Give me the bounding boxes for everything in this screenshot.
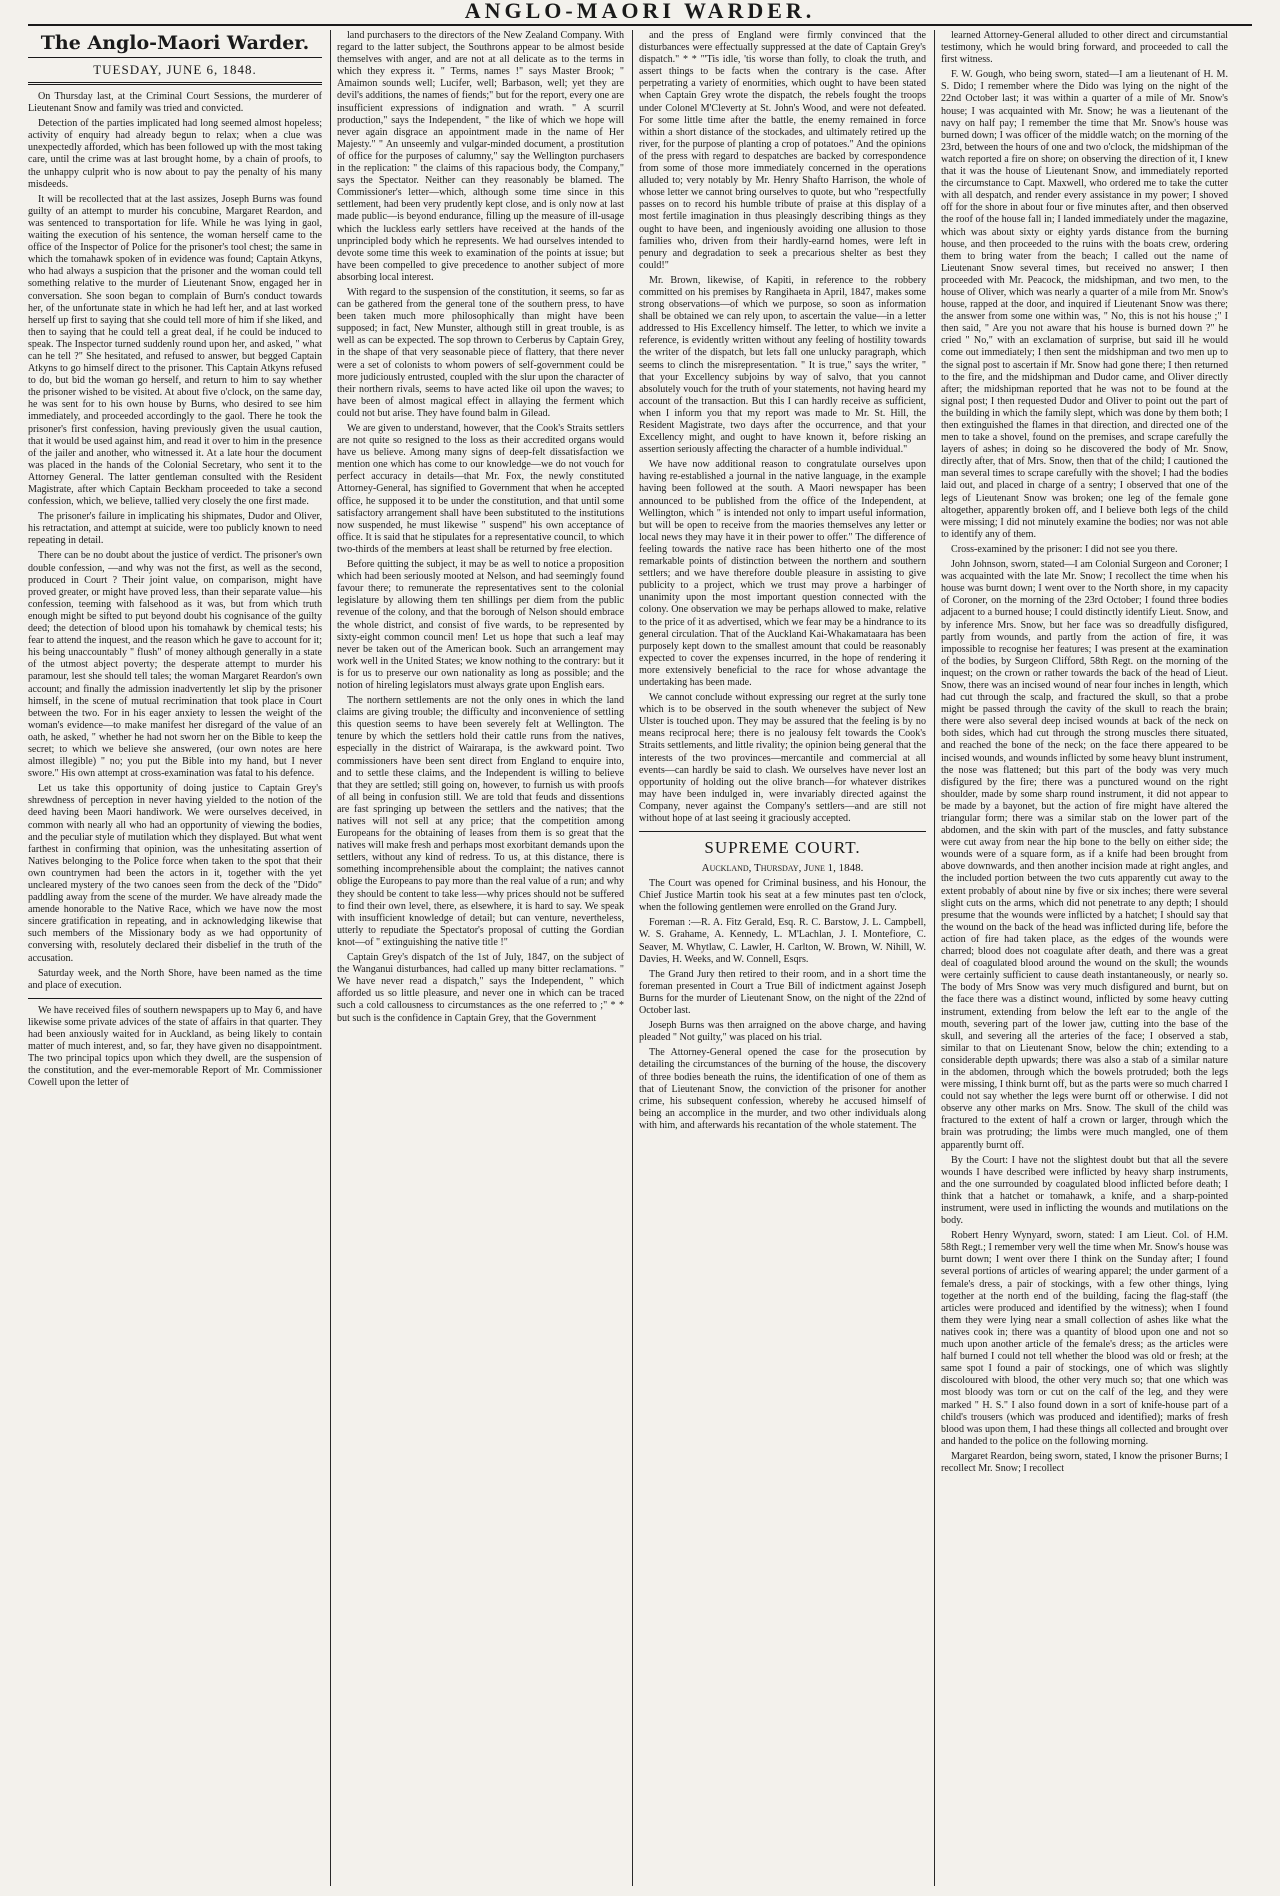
column-1-text [28,91,322,1090]
article-paragraph: There can be no doubt about the justice of verdict. The prisoner's own double confession, —and why was not the first, as well as the second, produced in Court ? Their joint value, on comparison, might have proved greater, or might have proved less, than their separate value—his confession, teeming with falsehood as it was, but from which truth enough might be sifted to put beyond doubt his cognisance of the guilty deed; the detection of blood upon his tomahawk by chemical tests; his fear to attend the inquest, and the reason which he gave to account for it; his being unaccountably " flush" of money although generally in a state of the utmost abject poverty; the desperate attempt to murder his paramour, lest she should tell tales; the woman Margaret Reardon's own account; and finally the admission inadvertently let slip by the prisoner himself, in the scene of mutual recrimination that took place in Court between the two. For in his eager anxiety to lessen the weight of the woman's evidence—to make manifest her disregard of the value of an oath, he asked, " whether he had not sworn her on the Bible to keep the secret; to which we believe she answered, (our own notes are here almost illegible) " no; you put the Bible into my hand, but I never swore." His own attempt at cross-examination was fatal to his defence. [28,550,322,780]
testimony-paragraph: Cross-examined by the prisoner: I did not see you there. [951,543,1178,555]
court-paragraph: The Attorney-General opened the case for the prosecution by detailing the circumstances of the burning of the house, the discovery of three bodies beneath the ruins, the identification of one of them as that of Lieutenant Snow, the conviction of the prisoner for another crime, his subsequent confession, whereby he accused himself of being an accomplice in the murder, and two other individuals along with him, and afterwards his recantation of the whole statement. The [639,1047,926,1131]
article-paragraph: We are given to understand, however, that the Cook's Straits settlers are not quite so resigned to the loss as their accredited organs would have us believe. Among many signs of deep-felt dissatisfaction we mention one which has come to our knowledge—we do not vouch for perfect accuracy in details—that Mr. Fox, the newly constituted Attorney-General, has signified to Government that when he accepted office, he supposed it to be under the constitution, and that until some satisfactory arrangement shall have been substituted to the institutions now suspended, he must likewise " suspend" his own acceptance of office. It is said that he stipulates for a representative council, to which two-thirds of the members at least shall be returned by free election. [337,423,624,555]
testimony-paragraph: John Johnson, sworn, stated—I am Colonial Surgeon and Coroner; I was acquainted with the late Mr. Snow; I recollect the time when his house was burnt down; I went over to the North shore, in my capacity of Coroner, on the morning of the 23rd October; I found three bodies adjacent to a burned house; I could distinctly identify Lieut. Snow, and by inference Mrs. Snow, but her face was so dreadfully disfigured, partly from wounds, and partly from the action of fire, it was impossible to recognise her features; I was present at the examination of the bodies, by Surgeon Clifford, 58th Regt. on the morning of the inquest; on the crown or rather towards the back of the head of Lieut. Snow, there was an incised wound of near four inches in length, which had cut through the scalp, and fractured the skull, so that a probe might be passed through the cavity of the skull to reach the brain; there were also several deep incised wounds at back of the neck on both sides, which had cut through the strong muscles there situated, and reached the bone of the neck; on the face there appeared to be incised wounds, and wounds inflicted by some heavy blunt instrument, the nose was flattened; but this part of the body was very much disfigured by the fire; there was a punctured wound on the right shoulder, made by some sharp round instrument, it did not appear to be made by a bayonet, but the action of fire might have altered the triangular form; there was a similar stab on the lower part of the abdomen, and the skin with part of the muscles, and fatty substance were cut away from near the hip bone to the belly on either side; the wounds were of a square form, as if a knife had been brought from above downwards, and then another incision made at right angles, and the included portion between the two cuts apparently cut away to the extent probably of about nine by five or six inches; there were several slight cuts on the arms, which did not penetrate to any depth; I should presume that the wounds were inflicted by a hatchet; I should say that the wound on the back of the head was inflicted during life, before the action of fire had taken place, as the edges of the wounds were charred; blood does not coagulate after death, and there was a great deal of coagulated blood around the wound on the skull; the wounds were certainly sufficient to cause death instantaneously, or nearly so. The body of Mrs Snow was very much disfigured and burnt, but on the face there was a distinct wound, inflicted by some heavy cutting instrument, extending from below the left ear to the angle of the mouth, severing part of the lower jaw, cutting into the base of the skull, and severing all the arteries of the face; I observed a stab, similar to that on Lieutenant Snow, below the chin; extending to a considerable depth upwards; there was also a stab of a similar nature in the abdomen, through which the bowels protruded; both the legs were missing, I think burnt off, but as the parts were so much charred I could not say whether the legs were burnt off or otherwise. I did not observe any other marks on Mrs. Snow. The skull of the child was fractured to the extent of half a crown or larger, through which the brain was protruding; the limbs were much mangled, one of them apparently burnt off. [941,559,1228,1151]
article-paragraph: On Thursday last, at the Criminal Court Sessions, the murderer of Lieutenant Snow and family was tried and convicted. [28,91,322,115]
article-paragraph: We cannot conclude without expressing our regret at the surly tone which is to be observed in the south whenever the subject of New Ulster is touched upon. They may be assured that the feeling is by no means reciprocal here; there is no jealousy felt towards the Cook's Straits settlements, and little rivality; the opinion being general that the interests of the two provinces—mercantile and commercial at all events—can hardly be said to clash. We ourselves have never lost an opportunity of holding out the olive branch—for whatever distrikes may have been indulged in, were invariably directed against the Company, never against the Company's settlers—and are still not without hope of at last seeing it graciously accepted. [639,692,926,824]
testimony-paragraph: Margaret Reardon, being sworn, stated, I know the prisoner Burns; I recollect Mr. Snow; I recollect [941,1450,1228,1474]
article-paragraph: Mr. Brown, likewise, of Kapiti, in reference to the robbery committed on his premises by Rangihaeta in April, 1847, makes some strong observations—of which we purpose, so soon as information shall be obtained we can rely upon, to ascertain the value—in a letter addressed to His Excellency himself. The letter, to which we invite a reference, is evidently written without any feeling of hostility towards the writer of the dispatch, but lets fall one unlucky paragraph, which seems to clinch the misrepresentation. " It is true," says the writer, " that your Excellency subjoins by way of salvo, that you cannot absolutely vouch for the truth of your statements, not having heard my account of the transaction. But this I can hardly receive as sufficient, when I inform you that my report was made to Mr. St. Hill, the Resident Magistrate, two days after the occurrence, and that your Excellency might, and ought to have known it, before risking an assertion seriously affecting the character of a humble individual." [639,274,926,456]
column-3 [632,30,926,1886]
column-3-text [639,30,926,1132]
article-paragraph: Detection of the parties implicated had long seemed almost hopeless; activity of enquiry had already begun to relax; when a clue was unexpectedly afforded, which has been followed up with the most taking care, until the crime was at last brought home, by a chain of proofs, to the unhappy culprit who is now about to pay the penalty of his many misdeeds. [28,118,322,190]
supreme-court-heading: SUPREME COURT. [639,831,926,858]
court-paragraph: The Grand Jury then retired to their room, and in a short time the foreman presented in Court a True Bill of indictment against Joseph Burns for the murder of Lieutenant Snow, on the night of the 22nd of October last. [639,968,926,1017]
article-paragraph: Captain Grey's dispatch of the 1st of July, 1847, on the subject of the Wanganui disturbances, had called up many bitter reclamations. " We have never read a dispatch," says the Independent, " which afforded us so little pleasure, and never one in which can be traced such a cold callousness to circumstances as the one referred to ;" * * but such is the confidence in Captain Grey, that the Government [337,952,624,1024]
article-paragraph: land purchasers to the directors of the New Zealand Company. With regard to the latter subject, the Southrons appear to be almost beside themselves with anger, and are not at all delicate as to the terms in which they express it. " Terms, names !" says Master Brook; " Amaimon sounds well; Lucifer, well; Barbason, well; yet they are devil's additions, the names of fiends;" but for the report, every one are insufficient expressions of indignation and wrath. " A scurril production," says the Independent, " the like of which we hope will never again disgrace an appointment made in the name of Her Majesty." " An unseemly and vulgar-minded document, a prostitution of office for the purposes of calumny," say the Wellington purchasers in the replication: " the claims of this rapacious body, the Company," says the Spectator. Neither can they reasonably be blamed. The Commissioner's letter—which, although some time since in this settlement, had been very prudently kept close, and is only now at last made public—is beyond endurance, filling up the measure of ill-usage which the luckless early settlers have received at the hands of the unprincipled body which he represents. We had ourselves intended to devote some time this week to examination of the points at issue; but have been compelled to give precedence to another subject of more absorbing local interest. [337,30,624,283]
issue-date: TUESDAY, JUNE 6, 1848. [28,62,322,85]
column-4-text [941,30,1228,1475]
article-paragraph: With regard to the suspension of the constitution, it seems, so far as can be gathered from the general tone of the southern press, to have been taken much more philosophically than might have been supposed; in fact, New Munster, although still in great trouble, is as well as can be expected. The sop thrown to Cerberus by Captain Grey, in the shape of that very seasonable piece of flattery, that there never were a set of colonists to whom powers of self-government could be more judiciously entrusted, coupled with the slur upon the character of their northern rivals, seems to have acted like oil upon the waves; to have been of almost magical effect in allaying the ferment which could not but arise. They have found balm in Gilead. [337,286,624,419]
article-paragraph: The prisoner's failure in implicating his shipmates, Dudor and Oliver, his retractation, and attempt at suicide, were too publicly known to need repeating in detail. [28,511,322,547]
masthead: ANGLO-MAORI WARDER. [464,0,816,23]
section-divider [28,998,322,999]
article-paragraph: Let us take this opportunity of doing justice to Captain Grey's shrewdness of perception in never having yielded to the notion of the deed having been Maori handiwork. We were ourselves deceived, in common with nearly all who had an opportunity of viewing the bodies, and the peculiar style of mutilation which they displayed. But what went farthest in confirming that opinion, was the unhesitating assertion of Natives belonging to the Police force when taken to the spot that their own countrymen had been the actors in it, together with the yet uncleared mystery of the two canoes seen from the deck of the "Dido" paddling away from the scene of the murder. We have already made the amende honorable to the Native Race, which we have now the most sincere gratification in repeating, and in acknowledging likewise that such members of the Missionary body as we had opportunity of conversing with, resolutely declared their disbelief in the truth of the accusation. [28,783,322,964]
article-paragraph: We have now additional reason to congratulate ourselves upon having re-established a journal in the native language, in the example having been followed at the south. A Maori newspaper has been announced to be published from the office of the Independent, at Wellington, which " is intended not only to impart useful information, but will be open to receive from the maories themselves any letter or local news they may have it in their power to offer." The difference of feeling towards the native race has been hitherto one of the most remarkable points of distinction between the northern and southern settlers; and we have therefore double pleasure in assisting to give publicity to a project, which we trust may prove a harbinger of unanimity upon the most important question connected with the colony. One observation we may be perhaps allowed to make, relative to the price of it as advertised, which we fear may be a hindrance to its general circulation. That of the Auckland Kai-Whakamataara has been purposely kept down to the smallest amount that could be reasonably expected to cover the expenses incurred, in the hope of rendering it more extensively beneficial to the race for whose advantage the undertaking has been made. [639,459,926,688]
testimony-paragraph: Robert Henry Wynyard, sworn, stated: I am Lieut. Col. of H.M. 58th Regt.; I remember very well the time when Mr. Snow's house was burnt down; I went over there I think on the Sunday after; I found several portions of articles of wearing apparel; the under garment of a female's dress, a pair of stockings, with a few other things, lying together at the north end of the building, facing the flag-staff (the articles were produced and identified by the witness); when I found them they were lying near a small collection of ashes like what the natives cook in; there was a quantity of blood upon one and not so much upon another article of the female's dress; as the articles were half burned I could not tell whether the blood was old or fresh; at the same spot I found a pair of stockings, one of which was slightly discoloured with blood, the other very much so; that one which was most bloody was torn or cut on the calf of the leg, and they were marked " H. S." I also found down in a sort of knife-house part of a child's trousers (which was produced and identified); marks of fresh blood was upon them, I had these things all collected and brought over and handed to the police on the following morning. [941,1230,1228,1447]
article-paragraph: We have received files of southern newspapers up to May 6, and have likewise some private advices of the state of affairs in that quarter. They had been anxiously waited for in Auckland, as being likely to contain matter of much interest, and, so far, they have given no disappointment. The two principal topics upon which they dwell, are the suspension of the constitution, and the ever-memorable Report of Mr. Commissioner Cowell upon the letter of [28,1004,322,1089]
testimony-paragraph: By the Court: I have not the slightest doubt but that all the severe wounds I have described were inflicted by heavy sharp instruments, and the one surrounded by coagulated blood inflicted before death; I think that a hatchet or tomahawk, a knife, and a sharp-pointed instrument, were used in inflicting the wounds and mutilations on the body. [941,1154,1228,1227]
court-paragraph: The Court was opened for Criminal business, and his Honour, the Chief Justice Martin took his seat at a few minutes past ten o'clock, when the following gentlemen were enrolled on the Grand Jury. [639,878,926,914]
paper-banner: The Anglo-Maori Warder. [28,32,322,58]
newspaper-columns [28,30,1252,1886]
article-paragraph: Before quitting the subject, it may be as well to notice a proposition which had been seriously mooted at Nelson, and had seemingly found favour there; to remunerate the representatives sent to the colonial legislature by allowing them ten shillings per diem from the public revenue of the colony, and that the borough of Nelson should embrace the whole district, and consist of five wards, to be represented by sixty-eight common council men! Let us hope that such a leaf may never be taken out of the American book. Such an arrangement may work well in the United States; we know nothing to the contrary: but it is for us to preserve our own nationality as long as possible; and the notion of hireling legislators must always grate upon English ears. [337,559,624,691]
article-paragraph: The northern settlements are not the only ones in which the land claims are giving trouble; the difficulty and inconvenience of settling this question seems to have been severely felt at Wellington. The tenure by which the settlers hold their cattle runs from the natives, especially in the district of Wairarapa, is the awkward point. Two commissioners have been sent direct from England to enquire into, and to settle these claims, and the Independent is willing to believe that they are settled; still going on, however, to furnish us with proofs of all being in confusion still. We are told that feuds and dissentions are fast springing up between the settlers and the natives; that the natives will not sell at any price; that the competition among Europeans for the obtaining of leases from them is so great that the natives will make fresh and perhaps most exorbitant demands upon the settlers, without any kind of redress. To us, at this distance, there is something incomprehensible about the complaint; the natives cannot oblige the Europeans to pay more than the real value of a run; and why they should be content to take less—why prices should not be suffered to find their own level, there, as elsewhere, it is hard to say. We speak with insufficient knowledge of detail; but can venture, nevertheless, utterly to repudiate the Spectator's proposal of cutting the Gordian knot—of " extinguishing the native title !" [337,695,624,948]
testimony-paragraph: learned Attorney-General alluded to other direct and circumstantial testimony, which he would bring forward, and proceeded to call the first witness. [941,30,1228,66]
court-paragraph: Foreman :—R. A. Fitz Gerald, Esq. R. C. Barstow, J. L. Campbell, W. S. Grahame, A. Kennedy, L. M'Lachlan, J. I. Montefiore, C. Seaver, M. Whytlaw, C. Lawler, H. Carlton, W. Brown, W. Nihill, W. Davies, H. Weeks, and W. Connell, Esqrs. [639,917,926,965]
article-paragraph: Saturday week, and the North Shore, have been named as the time and place of execution. [28,967,322,991]
column-2 [330,30,624,1886]
court-paragraph: Joseph Burns was then arraigned on the above charge, and having pleaded " Not guilty," was placed on his trial. [639,1020,926,1044]
column-2-text [337,30,624,1025]
column-1 [28,30,322,1886]
column-4 [934,30,1228,1886]
testimony-paragraph: F. W. Gough, who being sworn, stated—I am a lieutenant of H. M. S. Dido; I remember where the Dido was lying on the night of the 22nd October last; it was within a quarter of a mile of Mr. Snow's house; I was acquainted with Mr. Snow; he was a lieutenant of the navy on half pay; I remember the time that Mr. Snow's house was burned down; I was officer of the middle watch; on the morning of the 23rd, between the hours of one and two o'clock, the midshipman of the watch reported a fire on shore; on observing the direction of it, I knew that it was the house of Lieutenant Snow, and immediately reported the circumstance to Capt. Maxwell, who ordered me to take the cutter with all despatch, and render every assistance in my power; I shoved off for the shore in about four or five minutes after, and then observed the roof of the house fall in; I landed immediately under the magazine, which was about sixty or eighty yards distance from the burning house, and then proceeded to the ruins with the boats crew, ordering them to bring water from the beach; I called out the name of Lieutenant Snow several times, but received no answer; I then proceeded with Mr. Peacock, the midshipman, and two men, to the house of Oliver, which was nearly a quarter of a mile from Mr. Snow's house, rapped at the door, and inquired if Lieutenant Snow was there; the answer from some one within was, " No, this is not his house ;" I then said, " Are you not aware that his house is burned down ?" he cried " No," with an exclamation of surprise, but said ill he would come out immediately; I then sent the midshipman and two men up to the signal post to ascertain if Mr. Snow had gone there; I then returned to the fire, and the midshipman and Dudor came, and Oliver directly after; the midshipman reported that he was not to be found at the signal post; I then requested Dudor and Oliver to point out the part of the building in which the family slept, which was done by them both; I then extinguished the flames in that direction, and directed one of the men to take a shovel, found on the premises, and scrape carefully the layers of ashes; in doing so he discovered the body of Mr. Snow, directly after, that of Mrs. Snow, then that of the child; I cautioned the man several times to scrape carefully with the shovel; I had the bodies laid out, and placed in charge of a sentry; I observed that one of the legs of Lieutenant Snow was broken; one leg of the female gone altogether, apparently broken off, and I believe both legs of the child were missing; I did not minutely examine the bodies; nor was not able to identify any of them. [941,69,1228,540]
article-paragraph: It will be recollected that at the last assizes, Joseph Burns was found guilty of an attempt to murder his concubine, Margaret Reardon, and was sentenced to transportation for life. While he was lying in gaol, waiting the execution of his sentence, the woman herself came to the office of the Inspector of Police for the prisoner's tool chest; the same in which the tomahawk spoken of in evidence was found; Captain Atkyns, who had always a suspicion that the prisoner and the woman could tell something relative to the murder of Lieutenant Snow, engaged her in conversation. She soon began to complain of Burn's conduct towards her, of the unfortunate state in which he had left her, and at last worked herself up first to saying that she could tell more of him if she liked, and then to saying that he could tell a great deal, if he could be induced to speak. The Inspector turned suddenly round upon her, and asked, " what can he tell ?" She hesitated, and refused to answer, but begged Captain Atkyns to go himself direct to the prisoner. This Captain Atkyns refused to do, but bid the woman go herself, and return to him to say whether the prisoner wished to be visited. At about five o'clock, on the same day, he was sent for to his own house by Burns, who desired to see him immediately, and proceeded accordingly to the gaol. There he took the prisoner's first confession, having previously given the usual caution, that it would be used against him, and read it over to him in the presence of the jailer and another, who witnessed it. At a late hour the document was placed in the hands of the Colonial Secretary, who sent it to the Attorney General. The latter gentleman consulted with the Resident Magistrate, after which Captain Beckham proceeded to take a second confession, which, we believe, tallied very closely the one first made. [28,193,322,508]
masthead-rule [28,24,1252,26]
court-dateline: Auckland, Thursday, June 1, 1848. [701,862,864,875]
article-paragraph: and the press of England were firmly convinced that the disturbances were effectually suppressed at the date of Captain Grey's dispatch." * * "'Tis idle, 'tis worse than folly, to cloak the truth, and assert things to be facts when the contrary is the case. After perpetrating a variety of enormities, which ought to have been stated when Captain Grey wrote the dispatch, the rebels fought the troops under Colonel M'Cleverty at St. John's Wood, and were not defeated. For some little time after the battle, the enemy remained in force within a short distance of the stockades, and ultimately retired up the river, for the purpose of planting a crop of potatoes." And the opinions of the press with regard to despatches are backed by correspondence from some of those more immediately concerned in the operations alluded to; very notably by Mr. Henry Shafto Harrison, the whole of whose letter we cannot bring ourselves to quote, but who "respectfully passes on to record his humble tribute of praise at this display of a most fertile imagination in thus pleasingly describing things as they ought to have been, and ingeniously avoiding one allusion to those families who, driven from their hardly-earnd homes, were left in penury and degradation to seek a precarious shelter as best they could!" [639,30,926,271]
